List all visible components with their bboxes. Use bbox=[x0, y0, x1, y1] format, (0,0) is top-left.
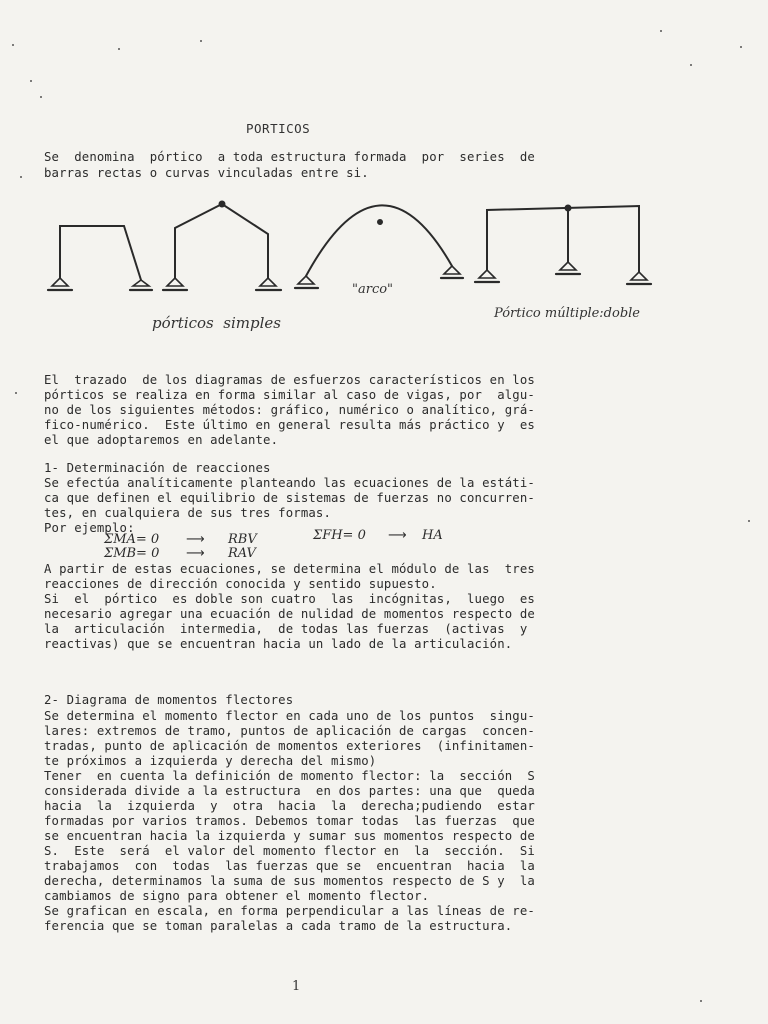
paragraph-line: hacia la izquierda y otra hacia la derecha;pudiendo estar bbox=[44, 799, 535, 813]
result-ha: HA bbox=[422, 528, 443, 543]
paragraph-line: ca que definen el equilibrio de sistemas de fuerzas no concurren- bbox=[44, 491, 535, 505]
arrow-icon: ⟶ bbox=[186, 546, 205, 561]
arrow-icon: ⟶ bbox=[388, 528, 407, 543]
paragraph-line: necesario agregar una ecuación de nulidad de momentos respecto de bbox=[44, 607, 535, 621]
section-heading-reactions: 1- Determinación de reacciones bbox=[44, 461, 271, 475]
paragraph-line: se encuentran hacia la izquierda y sumar sus momentos respecto de bbox=[44, 829, 535, 843]
double-frame bbox=[475, 206, 651, 285]
result-rav: RAV bbox=[228, 546, 256, 561]
page-number: 1 bbox=[292, 979, 301, 994]
paragraph-line: lares: extremos de tramo, puntos de aplicación de cargas concen- bbox=[44, 724, 535, 738]
label-double-frame: Pórtico múltiple:doble bbox=[494, 306, 640, 321]
paragraph-line: el que adoptaremos en adelante. bbox=[44, 433, 279, 447]
paragraph-line: fico-numérico. Este último en general resulta más práctico y es bbox=[44, 418, 535, 432]
paragraph-line: El trazado de los diagramas de esfuerzos característicos en los bbox=[44, 373, 535, 387]
arch-structure bbox=[295, 205, 463, 288]
simple-frame-1 bbox=[48, 226, 152, 290]
paragraph-line: la articulación intermedia, de todas las fuerzas (activas y bbox=[44, 622, 528, 636]
result-rbv: RBV bbox=[228, 532, 257, 547]
paragraph-line: derecha, determinamos la suma de sus momentos respecto de S y la bbox=[44, 874, 535, 888]
paragraph-line: considerada divide a la estructura en dos partes: una que queda bbox=[44, 784, 535, 798]
paragraph-line: Si el pórtico es doble son cuatro las incógnitas, luego es bbox=[44, 592, 535, 606]
paragraph-line: reacciones de dirección conocida y sentido supuesto. bbox=[44, 577, 437, 591]
paragraph-line: no de los siguientes métodos: gráfico, numérico o analítico, grá- bbox=[44, 403, 535, 417]
paragraph-line: te próximos a izquierda y derecha del mismo) bbox=[44, 754, 377, 768]
arrow-icon: ⟶ bbox=[186, 532, 205, 547]
paragraph-line: Tener en cuenta la definición de momento flector: la sección S bbox=[44, 769, 535, 783]
paragraph-line: reactivas) que se encuentran hacia un lado de la articulación. bbox=[44, 637, 513, 651]
equation-sum-moments-b: ΣMB= 0 bbox=[104, 546, 160, 561]
paragraph-line: A partir de estas ecuaciones, se determina el módulo de las tres bbox=[44, 562, 535, 576]
paragraph-line: formadas por varios tramos. Debemos tomar todas las fuerzas que bbox=[44, 814, 535, 828]
intro-line: barras rectas o curvas vinculadas entre si. bbox=[44, 166, 369, 180]
simple-frame-2 bbox=[163, 202, 281, 291]
paragraph-line: tes, en cualquiera de sus tres formas. bbox=[44, 506, 332, 520]
paragraph-line: tradas, punto de aplicación de momentos exteriores (infinitamen- bbox=[44, 739, 535, 753]
section-heading-moments: 2- Diagrama de momentos flectores bbox=[44, 693, 294, 707]
paragraph-line: trabajamos con todas las fuerzas que se encuentran hacia la bbox=[44, 859, 535, 873]
paragraph-line: ferencia que se toman paralelas a cada tramo de la estructura. bbox=[44, 919, 513, 933]
label-simple-frames: pórticos simples bbox=[152, 314, 281, 332]
equation-sum-moments-a: ΣMA= 0 bbox=[104, 532, 160, 547]
equation-sum-forces-h: ΣFH= 0 bbox=[313, 528, 366, 543]
paragraph-line: Se efectúa analíticamente planteando las ecuaciones de la estáti- bbox=[44, 476, 535, 490]
page-title: PORTICOS bbox=[246, 121, 311, 136]
paragraph-line: Se grafican en escala, en forma perpendicular a las líneas de re- bbox=[44, 904, 535, 918]
label-arch: "arco" bbox=[352, 282, 394, 297]
intro-line: Se denomina pórtico a toda estructura formada por series de bbox=[44, 150, 535, 164]
paragraph-line: Por ejemplo: bbox=[44, 521, 135, 535]
paragraph-line: S. Este será el valor del momento flector en la sección. Si bbox=[44, 844, 535, 858]
paragraph-line: cambiamos de signo para obtener el momento flector. bbox=[44, 889, 430, 903]
paragraph-line: Se determina el momento flector en cada uno de los puntos singu- bbox=[44, 709, 535, 723]
paragraph-line: pórticos se realiza en forma similar al caso de vigas, por algu- bbox=[44, 388, 535, 402]
